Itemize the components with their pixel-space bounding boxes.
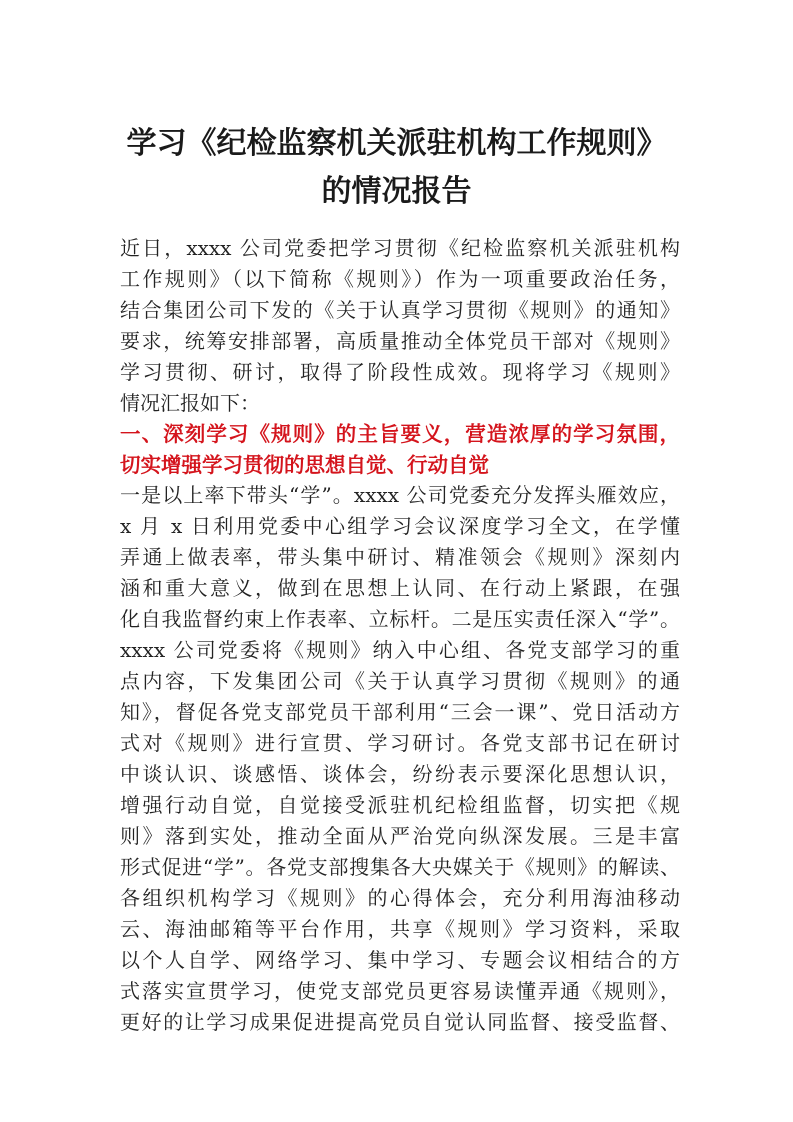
body-line: 点内容，下发集团公司《关于认真学习贯彻《规则》的通 (120, 669, 680, 693)
intro-line: 近日，xxxx 公司党委把学习贯彻《纪检监察机关派驻机构 (120, 236, 680, 260)
body-line: 化自我监督约束上作表率、立标杆。二是压实责任深入“学”。 (120, 607, 680, 631)
body-line: 式对《规则》进行宣贯、学习研讨。各党支部书记在研讨 (120, 731, 680, 755)
intro-line: 要求，统筹安排部署，高质量推动全体党员干部对《规则》 (120, 329, 680, 353)
body-line: 一是以上率下带头“学”。xxxx 公司党委充分发挥头雁效应， (120, 483, 680, 507)
intro-line: 学习贯彻、研讨，取得了阶段性成效。现将学习《规则》 (120, 360, 680, 384)
body-line: 各组织机构学习《规则》的心得体会，充分利用海油移动 (120, 886, 680, 910)
section-heading-line: 一、深刻学习《规则》的主旨要义，营造浓厚的学习氛围， (120, 422, 680, 446)
document-title-line-2: 的情况报告 (321, 174, 472, 209)
section-heading-line: 切实增强学习贯彻的思想自觉、行动自觉 (120, 453, 489, 477)
body-line: 弄通上做表率，带头集中研讨、精准领会《规则》深刻内 (120, 545, 680, 569)
body-line: 增强行动自觉，自觉接受派驻机纪检组监督，切实把《规 (120, 793, 680, 817)
body-line: xxxx 公司党委将《规则》纳入中心组、各党支部学习的重 (120, 638, 680, 662)
body-line: 以个人自学、网络学习、集中学习、专题会议相结合的方 (120, 948, 680, 972)
body-line: 更好的让学习成果促进提高党员自觉认同监督、接受监督、 (120, 1010, 680, 1034)
body-line: 式落实宣贯学习，使党支部党员更容易读懂弄通《规则》， (120, 979, 680, 1003)
body-line: 涵和重大意义，做到在思想上认同、在行动上紧跟，在强 (120, 576, 680, 600)
body-line: 中谈认识、谈感悟、谈体会，纷纷表示要深化思想认识， (120, 762, 680, 786)
intro-line: 工作规则》（以下简称《规则》）作为一项重要政治任务， (120, 267, 680, 291)
body-line: 形式促进“学”。各党支部搜集各大央媒关于《规则》的解读、 (120, 855, 680, 879)
body-line: 云、海油邮箱等平台作用，共享《规则》学习资料，采取 (120, 917, 680, 941)
intro-line: 情况汇报如下： (120, 391, 260, 415)
body-line: 知》，督促各党支部党员干部利用“三会一课”、党日活动方 (120, 700, 680, 724)
body-line: 则》落到实处，推动全面从严治党向纵深发展。三是丰富 (120, 824, 680, 848)
body-line: x 月 x 日利用党委中心组学习会议深度学习全文，在学懂 (120, 514, 680, 538)
intro-line: 结合集团公司下发的《关于认真学习贯彻《规则》的通知》 (120, 298, 680, 322)
document-title-line-1: 学习《纪检监察机关派驻机构工作规则》 (126, 126, 667, 161)
